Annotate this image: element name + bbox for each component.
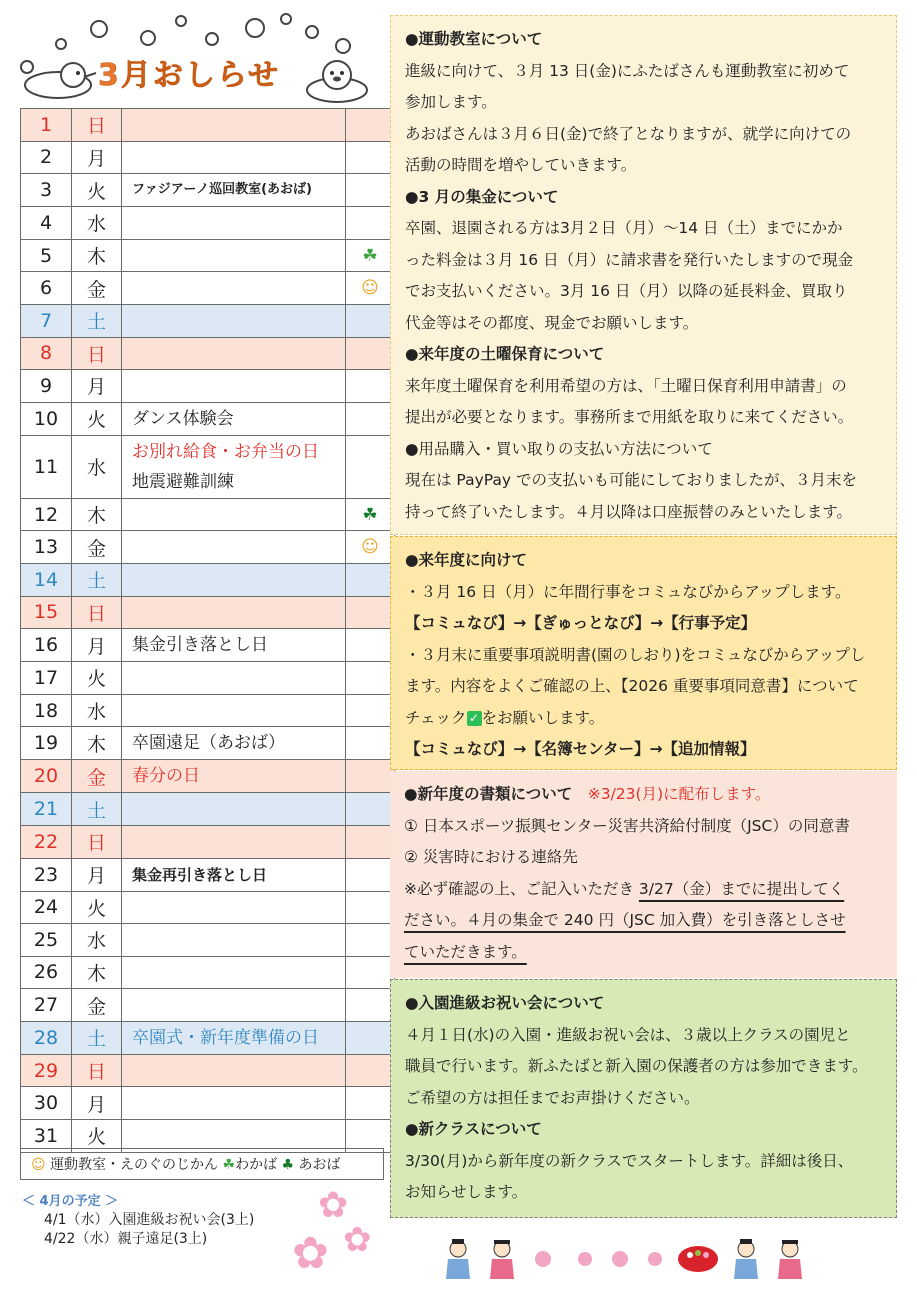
event-cell	[122, 891, 346, 924]
day-number: 15	[21, 596, 72, 629]
hina-dolls-decoration-icon	[440, 1235, 820, 1283]
section-heading: ●来年度に向けて	[405, 551, 528, 569]
event-cell	[122, 1087, 346, 1120]
calendar-row	[21, 109, 395, 142]
weekday: 日	[72, 109, 122, 142]
weekday: 水	[72, 207, 122, 240]
event-cell: 卒園式・新年度準備の日	[122, 1021, 346, 1054]
navigation-path: 【コミュなび】→【ぎゅっとなび】→【行事予定】	[405, 614, 757, 632]
event-icon	[346, 924, 395, 957]
event-icon	[346, 596, 395, 629]
event-cell: ファジアーノ巡回教室(あおば)	[122, 174, 346, 207]
weekday: 水	[72, 435, 122, 498]
day-number: 3	[21, 174, 72, 207]
calendar-row	[21, 563, 395, 596]
weekday: 日	[72, 596, 122, 629]
day-number: 5	[21, 239, 72, 272]
section-heading: ●用品購入・買い取りの支払い方法について	[405, 439, 713, 458]
event-icon	[346, 662, 395, 695]
smile-icon: ☺	[346, 531, 395, 564]
bubble-icon	[55, 38, 67, 50]
weekday: 木	[72, 239, 122, 272]
weekday: 火	[72, 662, 122, 695]
section-heading: ●新クラスについて	[405, 1120, 542, 1138]
sakura-icon: ✿	[292, 1228, 329, 1279]
text-line	[404, 874, 883, 906]
april-schedule	[22, 1192, 254, 1249]
day-number: 20	[21, 760, 72, 793]
weekday: 金	[72, 272, 122, 305]
event-cell	[122, 304, 346, 337]
day-number: 30	[21, 1087, 72, 1120]
event-icon	[346, 435, 395, 498]
event-icon	[346, 825, 395, 858]
text-line: でお支払いください。3月 16 日（月）以降の延長料金、買取り	[405, 282, 848, 300]
weekday: 木	[72, 727, 122, 760]
clover-icon: ☘	[346, 498, 395, 531]
panel-notices	[390, 15, 897, 535]
day-number: 8	[21, 337, 72, 370]
calendar-row	[21, 825, 395, 858]
event-icon	[346, 760, 395, 793]
event-cell	[122, 207, 346, 240]
header	[10, 10, 390, 105]
weekday: 月	[72, 370, 122, 403]
weekday: 金	[72, 531, 122, 564]
april-title: ＜ 4月の予定 ＞	[22, 1194, 119, 1209]
day-number: 23	[21, 858, 72, 891]
text-line: 卒園、退園される方は3月２日（月）～14 日（土）までにかか	[405, 219, 843, 237]
text-line: ・３月 16 日（月）に年間行事をコミュなびからアップします。	[405, 582, 851, 601]
checkmark-icon: ✓	[467, 711, 482, 726]
day-number: 29	[21, 1054, 72, 1087]
calendar-table	[20, 108, 395, 1153]
event-icon	[346, 989, 395, 1022]
bubble-icon	[305, 25, 319, 39]
event-icon	[346, 891, 395, 924]
event-cell	[122, 435, 346, 498]
event-cell	[122, 662, 346, 695]
bubble-icon	[140, 30, 156, 46]
day-number: 24	[21, 891, 72, 924]
event-cell	[122, 109, 346, 142]
bubble-icon	[335, 38, 351, 54]
calendar-row	[21, 1054, 395, 1087]
event-icon	[346, 141, 395, 174]
text-line: 来年度土曜保育を利用希望の方は、「土曜日保育利用申請書」の	[405, 376, 847, 395]
panel-ceremony	[390, 979, 897, 1218]
calendar-row	[21, 989, 395, 1022]
sakura-icon: ✿	[343, 1220, 372, 1260]
text-line: ていただきます。	[404, 942, 527, 961]
clover-icon: ☘	[346, 239, 395, 272]
day-number: 18	[21, 694, 72, 727]
event-cell: 春分の日	[122, 760, 346, 793]
section-heading	[404, 779, 883, 811]
clover-icon: ☘	[222, 1157, 236, 1173]
weekday: 日	[72, 825, 122, 858]
deadline-text: 3/27（金）までに提出してく	[638, 879, 845, 898]
calendar-legend	[20, 1148, 384, 1180]
event-icon	[346, 1054, 395, 1087]
calendar-row	[21, 727, 395, 760]
day-number: 17	[21, 662, 72, 695]
bubble-icon	[205, 32, 219, 46]
text-line: あおばさんは３月６日(金)で終了となりますが、就学に向けての	[405, 124, 852, 143]
day-number: 21	[21, 793, 72, 826]
day-number: 1	[21, 109, 72, 142]
calendar-row	[21, 694, 395, 727]
event-icon	[346, 858, 395, 891]
clover-dark-icon: ♣	[281, 1157, 295, 1173]
weekday: 月	[72, 858, 122, 891]
calendar-row	[21, 239, 395, 272]
event-cell	[122, 531, 346, 564]
event-text: お別れ給食・お弁当の日	[132, 441, 319, 462]
text-line: 職員で行います。新ふたばと新入園の保護者の方は参加できます。	[405, 1057, 868, 1075]
event-cell	[122, 793, 346, 826]
calendar-row	[21, 174, 395, 207]
calendar-row	[21, 1021, 395, 1054]
calendar-row	[21, 760, 395, 793]
event-cell	[122, 141, 346, 174]
day-number: 19	[21, 727, 72, 760]
bubble-icon	[175, 15, 187, 27]
seal-illustration-icon	[18, 55, 98, 100]
sakura-icon: ✿	[318, 1185, 349, 1226]
smile-icon: ☺	[31, 1157, 46, 1173]
event-cell	[122, 596, 346, 629]
event-cell	[122, 337, 346, 370]
event-cell	[122, 694, 346, 727]
legend-clover-label: わかば	[235, 1157, 278, 1173]
day-number: 7	[21, 304, 72, 337]
calendar-row	[21, 596, 395, 629]
weekday: 水	[72, 694, 122, 727]
panel-next-year	[390, 536, 897, 770]
event-icon	[346, 563, 395, 596]
event-icon	[346, 694, 395, 727]
day-number: 10	[21, 402, 72, 435]
text-line: 参加します。	[405, 93, 497, 111]
day-number: 4	[21, 207, 72, 240]
event-icon	[346, 956, 395, 989]
bubble-icon	[90, 20, 108, 38]
seal-illustration-icon	[302, 55, 372, 105]
calendar-row	[21, 141, 395, 174]
event-cell: 集金再引き落とし日	[122, 858, 346, 891]
calendar-row	[21, 370, 395, 403]
calendar-row	[21, 272, 395, 305]
event-icon	[346, 337, 395, 370]
event-cell	[122, 563, 346, 596]
weekday: 日	[72, 337, 122, 370]
text-line: ② 災害時における連絡先	[404, 848, 578, 866]
event-cell	[122, 370, 346, 403]
weekday: 土	[72, 793, 122, 826]
text-line	[405, 703, 882, 735]
legend-smile-label: 運動教室・えのぐのじかん	[50, 1157, 219, 1173]
text-line: お知らせします。	[405, 1183, 528, 1201]
weekday: 火	[72, 1120, 122, 1153]
text-line: 進級に向けて、３月 13 日(金)にふたばさんも運動教室に初めて	[405, 61, 850, 80]
calendar-row	[21, 891, 395, 924]
event-cell	[122, 1054, 346, 1087]
bubble-icon	[245, 18, 265, 38]
calendar-row	[21, 662, 395, 695]
day-number: 31	[21, 1120, 72, 1153]
weekday: 月	[72, 629, 122, 662]
event-icon	[346, 174, 395, 207]
text-line: 現在は PayPay での支払いも可能にしておりましたが、３月末を	[405, 471, 857, 489]
section-heading: ●入園進級お祝い会について	[405, 994, 605, 1012]
calendar-row	[21, 956, 395, 989]
calendar-row	[21, 435, 395, 498]
day-number: 13	[21, 531, 72, 564]
section-heading: ●来年度の土曜保育について	[405, 345, 605, 363]
calendar-row	[21, 402, 395, 435]
day-number: 14	[21, 563, 72, 596]
text-line: 提出が必要となります。事務所まで用紙を取りに来てください。	[405, 408, 854, 426]
event-icon	[346, 304, 395, 337]
day-number: 27	[21, 989, 72, 1022]
day-number: 22	[21, 825, 72, 858]
event-cell	[122, 924, 346, 957]
panel-documents	[390, 771, 897, 978]
calendar-row	[21, 793, 395, 826]
text-span: をお願いします。	[481, 708, 605, 727]
event-cell	[122, 989, 346, 1022]
calendar-row	[21, 531, 395, 564]
text-line: ・３月末に重要事項説明書(園のしおり)をコミュなびからアップし	[405, 645, 866, 664]
event-icon	[346, 1021, 395, 1054]
text-line: ます。内容をよくご確認の上、【2026 重要事項同意書】について	[405, 677, 859, 695]
calendar-row	[21, 858, 395, 891]
event-icon	[346, 727, 395, 760]
weekday: 金	[72, 989, 122, 1022]
text-line: った料金は３月 16 日（月）に請求書を発行いたしますので現金	[405, 250, 854, 269]
weekday: 水	[72, 924, 122, 957]
event-cell: 集金引き落とし日	[122, 629, 346, 662]
weekday: 土	[72, 1021, 122, 1054]
weekday: 土	[72, 563, 122, 596]
smile-icon: ☺	[346, 272, 395, 305]
text-line: 代金等はその都度、現金でお願いします。	[405, 313, 699, 332]
event-cell	[122, 239, 346, 272]
day-number: 12	[21, 498, 72, 531]
weekday: 金	[72, 760, 122, 793]
weekday: 火	[72, 402, 122, 435]
event-icon	[346, 793, 395, 826]
weekday: 月	[72, 1087, 122, 1120]
text-span: チェック	[405, 708, 467, 727]
event-cell	[122, 498, 346, 531]
text-line: 3/30(月)から新年度の新クラスでスタートします。詳細は後日、	[405, 1151, 854, 1170]
calendar-row	[21, 924, 395, 957]
weekday: 日	[72, 1054, 122, 1087]
day-number: 9	[21, 370, 72, 403]
event-cell	[122, 272, 346, 305]
text-line: ４月１日(水)の入園・進級お祝い会は、３歳以上クラスの園児と	[405, 1025, 851, 1044]
weekday: 土	[72, 304, 122, 337]
day-number: 26	[21, 956, 72, 989]
weekday: 木	[72, 956, 122, 989]
distribution-note: ※3/23(月)に配布します。	[587, 785, 771, 803]
weekday: 火	[72, 174, 122, 207]
text-line: ださい。４月の集金で 240 円（JSC 加入費）を引き落としさせ	[404, 911, 846, 929]
bubble-icon	[280, 13, 292, 25]
april-item: 4/1（水）入園進級お祝い会(3上)	[44, 1212, 255, 1228]
calendar-row	[21, 498, 395, 531]
navigation-path: 【コミュなび】→【名簿センター】→【追加情報】	[405, 740, 756, 758]
weekday: 火	[72, 891, 122, 924]
event-cell: ダンス体験会	[122, 402, 346, 435]
text-line: 持って終了いたします。４月以降は口座振替のみといたします。	[405, 502, 853, 521]
calendar-row	[21, 337, 395, 370]
day-number: 6	[21, 272, 72, 305]
event-icon	[346, 402, 395, 435]
event-cell	[122, 825, 346, 858]
event-icon	[346, 207, 395, 240]
day-number: 16	[21, 629, 72, 662]
event-text: 地震避難訓練	[132, 471, 234, 492]
event-cell: 卒園遠足（あおば）	[122, 727, 346, 760]
calendar-row	[21, 304, 395, 337]
calendar-row	[21, 629, 395, 662]
calendar-row	[21, 1087, 395, 1120]
day-number: 28	[21, 1021, 72, 1054]
text-line: ご希望の方は担任までお声掛けください。	[405, 1088, 700, 1107]
heading-text: ●新年度の書類について	[404, 785, 573, 803]
weekday: 月	[72, 141, 122, 174]
text-span: ※必ず確認の上、ご記入いただき	[404, 879, 639, 898]
event-icon	[346, 1087, 395, 1120]
day-number: 2	[21, 141, 72, 174]
section-heading: ●3 月の集金について	[405, 187, 559, 206]
event-cell	[122, 956, 346, 989]
page-title: 3月おしらせ	[98, 58, 280, 93]
event-icon	[346, 109, 395, 142]
weekday: 木	[72, 498, 122, 531]
day-number: 25	[21, 924, 72, 957]
text-line: 活動の時間を増やしていきます。	[405, 156, 637, 174]
section-heading: ●運動教室について	[405, 30, 543, 48]
calendar-row	[21, 207, 395, 240]
event-icon	[346, 370, 395, 403]
text-line: ① 日本スポーツ振興センター災害共済給付制度（JSC）の同意書	[404, 816, 850, 835]
event-icon	[346, 629, 395, 662]
april-item: 4/22（水）親子遠足(3上)	[44, 1231, 208, 1247]
legend-clover2-label: あおば	[298, 1157, 341, 1173]
day-number: 11	[21, 435, 72, 498]
